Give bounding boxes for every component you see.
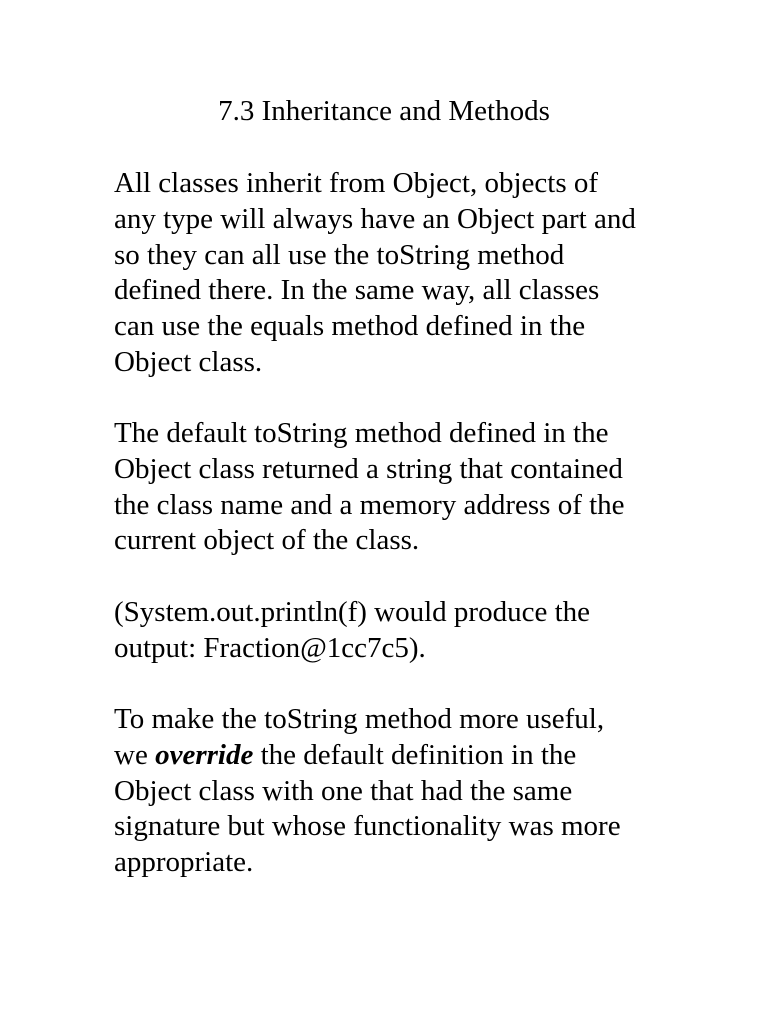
page-title: 7.3 Inheritance and Methods <box>218 95 550 127</box>
paragraph-println-example <box>114 595 674 667</box>
text-line: Object class with one that had the same <box>114 774 573 807</box>
text-line: Object class. <box>114 345 263 378</box>
text-segment: we <box>114 738 156 771</box>
text-line: (System.out.println(f) would produce the <box>114 596 590 628</box>
text-line: All classes inherit from Object, objects of <box>114 167 599 199</box>
text-line-with-emphasis <box>114 738 674 774</box>
text-line: To make the toString method more useful, <box>114 703 605 735</box>
text-line: the class name and a memory address of the <box>114 488 625 521</box>
paragraph-default-tostring <box>114 416 674 559</box>
text-line: can use the equals method defined in the <box>114 310 586 343</box>
text-line: signature but whose functionality was more <box>114 810 621 843</box>
text-segment: the default definition in the <box>253 738 577 771</box>
text-line: appropriate. <box>114 846 254 879</box>
text-line: defined there. In the same way, all classes <box>114 274 600 307</box>
text-line: so they can all use the toString method <box>114 238 565 271</box>
text-line: current object of the class. <box>114 524 420 557</box>
paragraph-override <box>114 702 674 881</box>
emphasis-override: override <box>155 738 254 771</box>
text-line: any type will always have an Object part and <box>114 202 636 235</box>
text-line: Object class returned a string that contained <box>114 452 623 485</box>
paragraph-inheritance <box>114 166 674 381</box>
text-line: The default toString method defined in the <box>114 417 609 449</box>
text-line: output: Fraction@1cc7c5). <box>114 631 426 664</box>
